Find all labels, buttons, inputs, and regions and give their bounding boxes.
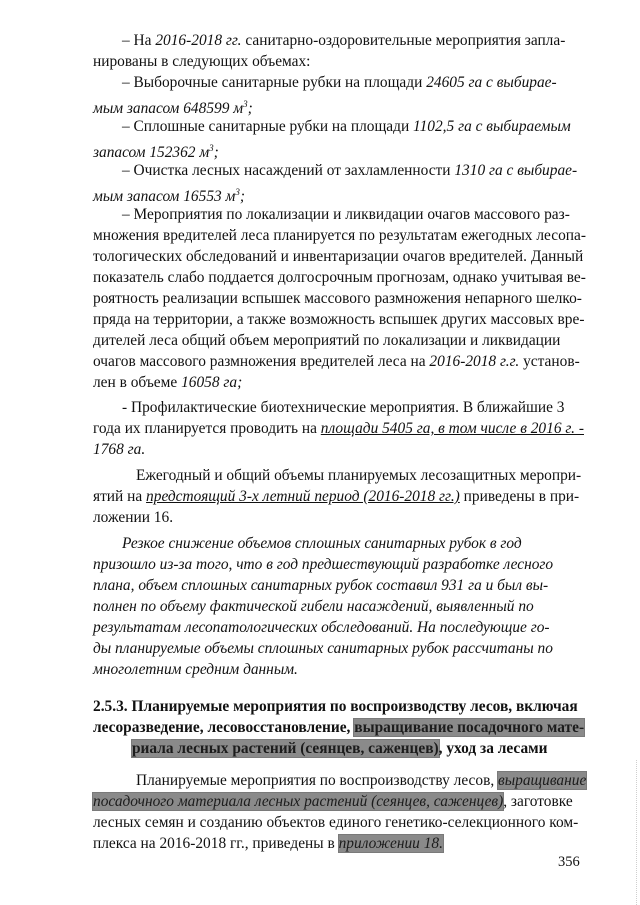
text-line: плекса на 2016-2018 гг., приведены в приложении 18. [93, 835, 443, 852]
section-heading: риала лесных растений (сеянцев, саженцев), уход за лесами [132, 740, 548, 757]
text-line: тологических обследований и инвентаризации очагов вредителей. Данный [93, 248, 584, 265]
text-line: ложении 16. [93, 509, 174, 526]
text-line: роятность реализации вспышек массового размножения непарного шелко- [93, 290, 582, 307]
text-line: Ежегодный и общий объемы планируемых лесозащитных меропри- [136, 467, 582, 484]
text-line: призошло из-за того, что в год предшествующий разработке лесного [93, 556, 554, 573]
text-line: нированы в следующих объемах: [93, 53, 311, 70]
text-line: дителей леса общий объем мероприятий по локализации и ликвидации [93, 332, 561, 349]
scan-edge-artifact [635, 760, 637, 905]
text-line: Планируемые мероприятия по воспроизводству лесов, выращивание [136, 772, 587, 789]
text-line: – Мероприятия по локализации и ликвидации очагов массового раз- [122, 206, 570, 223]
text-line: – Выборочные санитарные рубки на площади 24605 га с выбирае- [122, 74, 557, 91]
text-line: плана, объем сплошных санитарных рубок составил 931 га и был вы- [93, 577, 549, 594]
redaction-highlight: выращивание [498, 772, 587, 789]
text-line: многолетним средним данным. [93, 661, 298, 678]
text-line: лесных семян и созданию объектов единого генетико-селекционного ком- [93, 814, 579, 831]
text-line: множения вредителей леса планируется по результатам ежегодных лесопа- [93, 227, 586, 244]
redaction-highlight: выращивание посадочного мате- [354, 719, 585, 736]
redaction-highlight: посадочного материала лесных растений (сеянцев, саженцев) [93, 793, 504, 810]
text-line: запасом 152362 $м^3$; [93, 143, 219, 162]
text-line: пряда на территории, а также возможность вспышек других массовых вре- [93, 311, 585, 328]
text-line: – Очистка лесных насаждений от захламленности 1310 га с выбирае- [122, 162, 578, 179]
text-line: показатель слабо поддается долгосрочным прогнозам, однако учитывая ве- [93, 269, 586, 286]
text-line: Резкое снижение объемов сплошных санитарных рубок в год [122, 535, 522, 552]
text-line: очагов массового размножения вредителей леса на 2016-2018 г.г. установ- [93, 353, 580, 370]
section-heading: лесоразведение, лесовосстановление, выращивание посадочного мате- [93, 719, 585, 736]
text-line: – Сплошные санитарные рубки на площади 1102,5 га с выбираемым [122, 118, 571, 135]
redaction-highlight: риала лесных растений (сеянцев, саженцев) [132, 740, 439, 757]
text-line: 1768 га. [93, 441, 146, 458]
section-heading: 2.5.3. Планируемые мероприятия по воспроизводству лесов, включая [93, 698, 578, 715]
text-line: - Профилактические биотехнические мероприятия. В ближайшие 3 [122, 399, 565, 416]
text-line: полнен по объему фактической гибели насаждений, выявленный по [93, 598, 534, 615]
text-line: результатам лесопатологических обследований. На последующие го- [93, 619, 550, 636]
page-number: 356 [558, 854, 580, 870]
text-line: ды планируемые объемы сплошных санитарных рубок рассчитаны по [93, 640, 553, 657]
redaction-highlight: приложении 18. [338, 835, 443, 852]
text-line: лен в объеме 16058 га; [93, 374, 243, 391]
text-line: мым запасом 16553 $м^3$; [93, 187, 246, 206]
text-line: – На 2016-2018 гг. санитарно-оздоровительные мероприятия запла- [122, 32, 566, 49]
text-line: года их планируется проводить на площади 5405 га, в том числе в 2016 г. - [93, 420, 584, 437]
text-line: ятий на предстоящий 3-х летний период (2016-2018 гг.) приведены в при- [93, 488, 580, 505]
text-line: посадочного материала лесных растений (сеянцев, саженцев), заготовке [93, 793, 573, 810]
text-line: мым запасом 648599 $м^3$; [93, 99, 253, 118]
